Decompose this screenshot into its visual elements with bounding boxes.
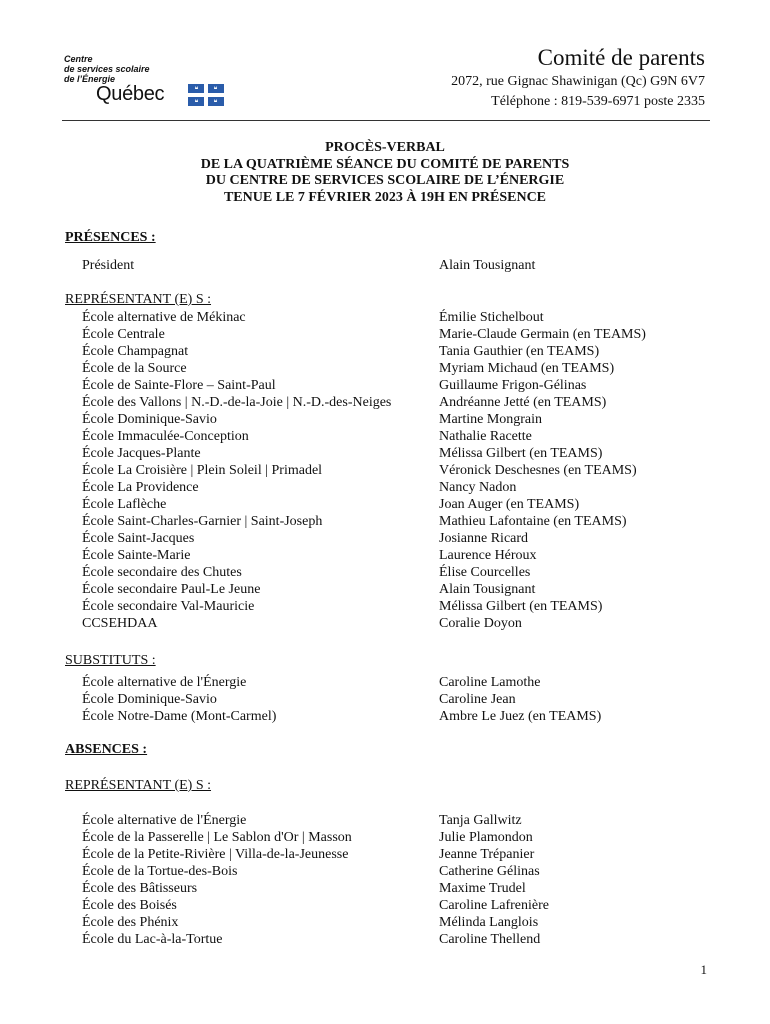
document-title (0, 140, 770, 206)
list-item (82, 547, 646, 564)
list-item (82, 914, 549, 931)
school-name: École Laflèche (82, 497, 167, 512)
header-divider (62, 120, 710, 121)
logo-wordmark: Québec (96, 83, 165, 105)
member-name: Guillaume Frigon-Gélinas (439, 378, 587, 393)
logo-line-2: de services scolaire (64, 64, 150, 74)
list-item (82, 326, 646, 343)
list-item (82, 428, 646, 445)
member-name: Joan Auger (en TEAMS) (439, 497, 580, 512)
list-item (82, 343, 646, 360)
school-name: École secondaire des Chutes (82, 565, 242, 580)
president-row (82, 257, 535, 274)
list-item (82, 812, 549, 829)
member-name: Nathalie Racette (439, 429, 532, 444)
member-name: Andréanne Jetté (en TEAMS) (439, 395, 607, 410)
list-item (82, 462, 646, 479)
list-item (82, 445, 646, 462)
logo-text (64, 54, 150, 84)
school-name: École Notre-Dame (Mont-Carmel) (82, 709, 277, 724)
title-line-3: DU CENTRE DE SERVICES SCOLAIRE DE L’ÉNERGIE (205, 173, 565, 188)
member-name: Mélissa Gilbert (en TEAMS) (439, 446, 603, 461)
school-name: École alternative de Mékinac (82, 310, 246, 325)
logo-line-3: de l’Énergie (64, 74, 116, 84)
logo-line-1: Centre (64, 54, 93, 64)
list-item (82, 897, 549, 914)
member-name: Jeanne Trépanier (439, 847, 535, 862)
school-name: École Champagnat (82, 344, 189, 359)
school-name: École du Lac-à-la-Tortue (82, 932, 223, 947)
school-name: École Sainte-Marie (82, 548, 191, 563)
member-name: Véronick Deschesnes (en TEAMS) (439, 463, 637, 478)
member-name: Caroline Lafrenière (439, 898, 549, 913)
list-item (82, 411, 646, 428)
phone: Téléphone : 819-539-6971 poste 2335 (491, 94, 705, 109)
school-name: École Saint-Jacques (82, 531, 195, 546)
school-name: CCSEHDAA (82, 616, 158, 631)
title-line-1: PROCÈS-VERBAL (325, 140, 445, 155)
member-name: Émilie Stichelbout (439, 310, 544, 325)
committee-title: Comité de parents (537, 45, 705, 70)
member-name: Tania Gauthier (en TEAMS) (439, 344, 600, 359)
title-line-4: TENUE LE 7 FÉVRIER 2023 À 19H EN PRÉSENCE (223, 189, 547, 205)
list-item (82, 257, 535, 274)
member-name: Coralie Doyon (439, 616, 522, 631)
school-name: École des Vallons | N.-D.-de-la-Joie | N.-D.-des-Neiges (82, 395, 392, 410)
list-item (82, 829, 549, 846)
member-name: Tanja Gallwitz (439, 813, 522, 828)
list-item (82, 598, 646, 615)
absences-reps-heading: REPRÉSENTANT (E) S : (65, 778, 212, 793)
list-item (82, 513, 646, 530)
list-item (82, 394, 646, 411)
member-name: Maxime Trudel (439, 881, 526, 896)
list-item (82, 880, 549, 897)
school-name: École Jacques-Plante (82, 446, 201, 461)
school-name: École des Phénix (82, 915, 179, 930)
member-name: Élise Courcelles (439, 565, 531, 580)
list-item (82, 674, 601, 691)
list-item (82, 931, 549, 948)
title-line-2: DE LA QUATRIÈME SÉANCE DU COMITÉ DE PARENTS (200, 156, 570, 172)
member-name: Alain Tousignant (439, 582, 536, 597)
member-name: Mélissa Gilbert (en TEAMS) (439, 599, 603, 614)
absences-reps-list (82, 812, 549, 948)
substitutes-list (82, 674, 601, 725)
page-number: 1 (700, 962, 707, 977)
school-name: École des Boisés (82, 898, 177, 913)
list-item (82, 360, 646, 377)
school-name: École de la Source (82, 361, 187, 376)
member-name: Caroline Jean (439, 692, 516, 707)
list-item (82, 863, 549, 880)
school-name: École secondaire Paul-Le Jeune (82, 582, 261, 597)
school-name: École de la Petite-Rivière | Villa-de-la-Jeunesse (82, 847, 349, 862)
role-label: Président (82, 258, 135, 273)
member-name: Julie Plamondon (439, 830, 533, 845)
school-name: École Centrale (82, 327, 165, 342)
list-item (82, 581, 646, 598)
member-name: Alain Tousignant (439, 258, 536, 273)
school-name: École Dominique-Savio (82, 692, 217, 707)
member-name: Mélinda Langlois (439, 915, 539, 930)
substitutes-heading: SUBSTITUTS : (65, 653, 156, 668)
member-name: Laurence Héroux (439, 548, 537, 563)
list-item (82, 615, 646, 632)
absences-heading: ABSENCES : (65, 742, 148, 757)
school-name: École La Providence (82, 480, 199, 495)
list-item (82, 846, 549, 863)
member-name: Nancy Nadon (439, 480, 517, 495)
list-item (82, 496, 646, 513)
list-item (82, 564, 646, 581)
organization-logo (64, 54, 234, 110)
list-item (82, 479, 646, 496)
presences-reps-heading: REPRÉSENTANT (E) S : (65, 292, 212, 307)
member-name: Myriam Michaud (en TEAMS) (439, 361, 615, 376)
member-name: Marie-Claude Germain (en TEAMS) (439, 327, 646, 342)
address: 2072, rue Gignac Shawinigan (Qc) G9N 6V7 (451, 74, 705, 89)
presences-reps-list (82, 309, 646, 632)
list-item (82, 377, 646, 394)
school-name: École des Bâtisseurs (82, 881, 198, 896)
list-item (82, 691, 601, 708)
member-name: Caroline Thellend (439, 932, 541, 947)
quebec-flag-icon (188, 84, 224, 106)
school-name: École Saint-Charles-Garnier | Saint-Joseph (82, 514, 323, 529)
presences-heading: PRÉSENCES : (65, 230, 156, 245)
member-name: Caroline Lamothe (439, 675, 541, 690)
member-name: Josianne Ricard (439, 531, 529, 546)
member-name: Mathieu Lafontaine (en TEAMS) (439, 514, 627, 529)
school-name: École La Croisière | Plein Soleil | Primadel (82, 463, 323, 478)
school-name: École de la Passerelle | Le Sablon d'Or | Masson (82, 830, 352, 845)
letterhead (451, 44, 705, 112)
member-name: Catherine Gélinas (439, 864, 540, 879)
school-name: École de Sainte-Flore – Saint-Paul (82, 378, 276, 393)
list-item (82, 708, 601, 725)
list-item (82, 530, 646, 547)
school-name: École Immaculée-Conception (82, 429, 249, 444)
school-name: École alternative de l'Énergie (82, 675, 247, 690)
school-name: École secondaire Val-Mauricie (82, 599, 255, 614)
school-name: École de la Tortue-des-Bois (82, 864, 238, 879)
member-name: Martine Mongrain (439, 412, 543, 427)
member-name: Ambre Le Juez (en TEAMS) (439, 709, 602, 724)
school-name: École alternative de l'Énergie (82, 813, 247, 828)
list-item (82, 309, 646, 326)
school-name: École Dominique-Savio (82, 412, 217, 427)
